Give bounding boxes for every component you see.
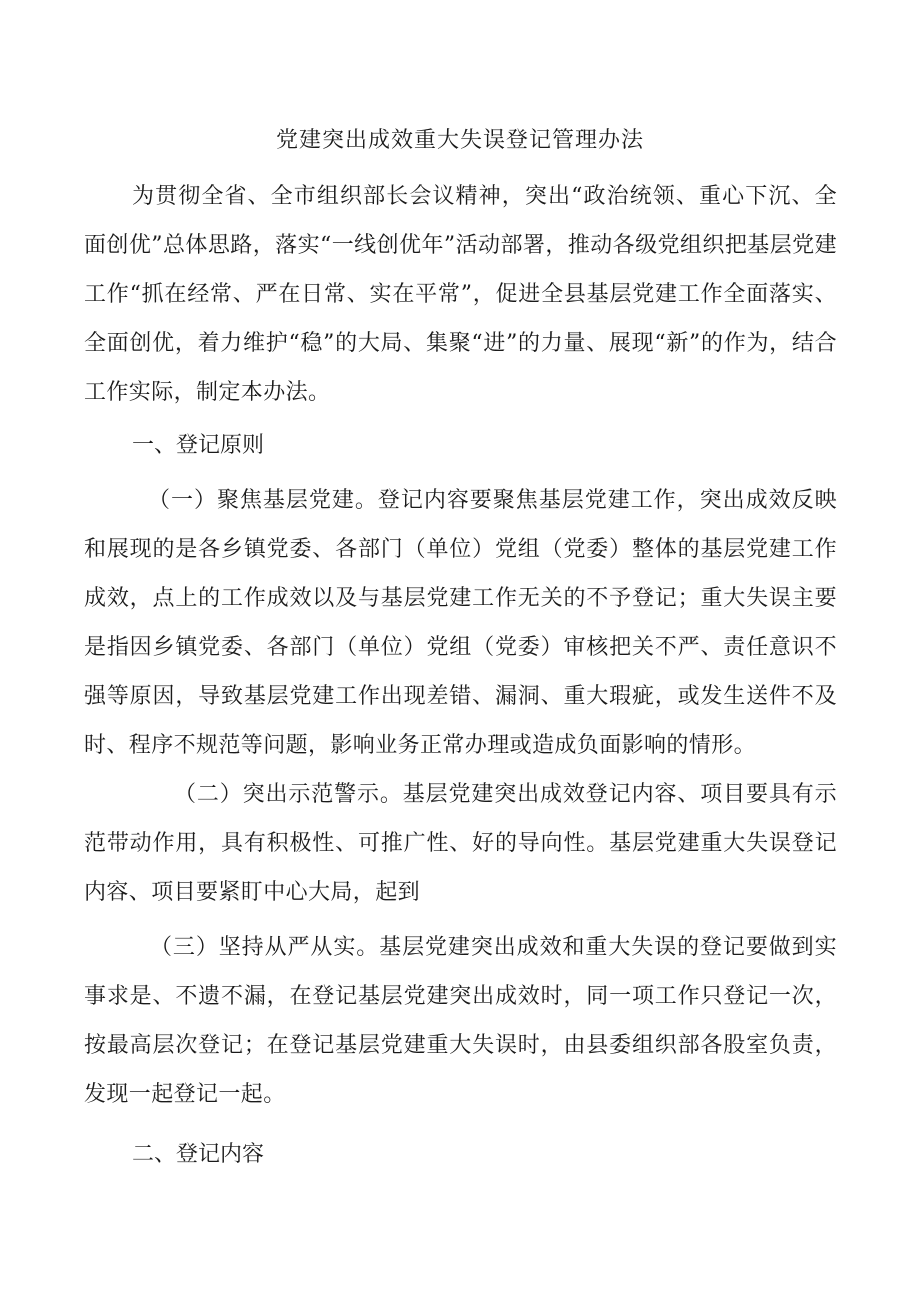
principle-paragraph-2: （二）突出示范警示。基层党建突出成效登记内容、项目要具有示范带动作用，具有积极性、可推广性、好的导向性。基层党建重大失误登记内容、项目要紧盯中心大局，起到 xyxy=(84,782,837,905)
intro-paragraph: 为贯彻全省、全市组织部长会议精神，突出“政治统领、重心下沉、全面创优”总体思路，落实“一线创优年”活动部署，推动各级党组织把基层党建工作“抓在经常、严在日常、实在平常”，促进全县基层党建工作全面落实、全面创优，着力维护“稳”的大局、集聚“进”的力量、展现“新”的作为，结合工作实际，制定本办法。 xyxy=(84,184,837,405)
section-heading-registration-principles: 一、登记原则 xyxy=(132,433,265,458)
principle-paragraph-3: （三）坚持从严从实。基层党建突出成效和重大失误的登记要做到实事求是、不遗不漏，在登记基层党建突出成效时，同一项工作只登记一次，按最高层次登记；在登记基层党建重大失误时，由县委组织部各股室负责，发现一起登记一起。 xyxy=(84,935,837,1107)
principle-paragraph-1: （一）聚焦基层党建。登记内容要聚焦基层党建工作，突出成效反映和展现的是各乡镇党委、各部门（单位）党组（党委）整体的基层党建工作成效，点上的工作成效以及与基层党建工作无关的不予登记；重大失误主要是指因乡镇党委、各部门（单位）党组（党委）审核把关不严、责任意识不强等原因，导致基层党建工作出现差错、漏洞、重大瑕疵，或发生送件不及时、程序不规范等问题，影响业务正常办理或造成负面影响的情形。 xyxy=(84,488,837,758)
document-title: 党建突出成效重大失误登记管理办法 xyxy=(275,128,644,153)
section-heading-registration-content: 二、登记内容 xyxy=(132,1142,265,1167)
